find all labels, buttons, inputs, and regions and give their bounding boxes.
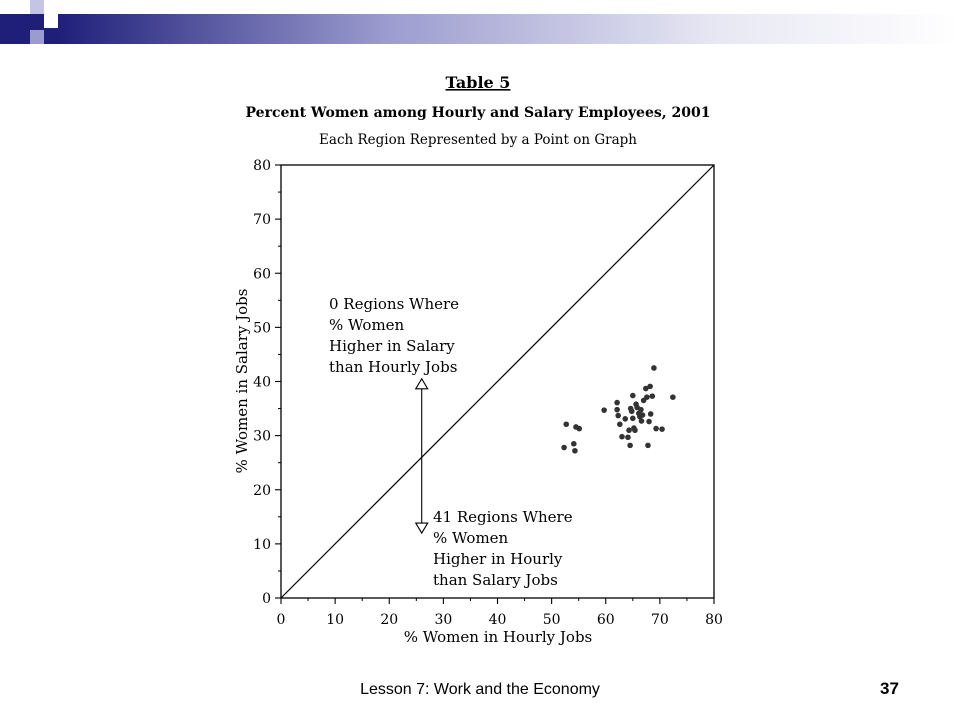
y-axis-label: % Women in Salary Jobs — [233, 288, 251, 474]
annotation-line: Higher in Salary — [329, 337, 455, 355]
annotation-line: than Hourly Jobs — [329, 358, 458, 376]
data-point — [647, 384, 653, 390]
y-tick-label: 80 — [253, 158, 271, 174]
y-tick-label: 10 — [253, 536, 271, 553]
x-tick-label: 0 — [276, 612, 286, 628]
data-point — [617, 421, 623, 427]
x-tick-label: 50 — [542, 612, 561, 628]
x-tick-label: 80 — [705, 612, 723, 628]
data-point — [649, 393, 655, 399]
y-tick-label: 70 — [253, 212, 271, 229]
slide-footer: Lesson 7: Work and the Economy — [360, 681, 600, 698]
data-point — [653, 426, 659, 432]
x-axis-label: % Women in Hourly Jobs — [403, 628, 593, 646]
data-point — [632, 427, 638, 433]
annotation-hourly-higher — [433, 508, 573, 589]
data-point — [630, 393, 636, 399]
y-tick-label: 40 — [253, 374, 271, 391]
x-tick-label: 70 — [650, 612, 669, 628]
data-point — [563, 421, 569, 427]
y-tick-label: 0 — [262, 591, 271, 607]
y-tick-label: 30 — [253, 428, 271, 445]
scatter-points — [561, 365, 675, 453]
chart-title: Percent Women among Hourly and Salary Employees, 2001 — [245, 105, 711, 121]
data-point — [572, 448, 578, 454]
data-point — [627, 443, 633, 449]
data-point — [622, 416, 628, 422]
data-point — [614, 400, 620, 406]
annotation-line: % Women — [329, 316, 405, 334]
annotation-salary-higher — [329, 295, 459, 376]
y-tick-label: 60 — [253, 266, 271, 283]
x-tick-label: 30 — [434, 612, 453, 628]
y-tick-label: 50 — [253, 320, 271, 337]
y-tick-label: 20 — [253, 482, 271, 499]
x-tick-label: 20 — [380, 612, 399, 628]
data-point — [571, 441, 577, 447]
data-point — [619, 434, 625, 440]
data-point — [638, 407, 644, 413]
data-point — [614, 407, 620, 413]
table-label: Table 5 — [445, 73, 511, 92]
x-tick-label: 10 — [326, 612, 345, 628]
data-point — [561, 445, 567, 451]
data-point — [639, 418, 645, 424]
data-point — [646, 419, 652, 425]
data-point — [630, 416, 636, 422]
data-point — [625, 434, 631, 440]
data-point — [615, 413, 621, 419]
x-tick-label: 60 — [596, 612, 615, 628]
annotation-line: % Women — [433, 529, 509, 547]
annotation-line: Higher in Hourly — [433, 550, 563, 568]
data-point — [601, 407, 607, 413]
data-point — [576, 426, 582, 432]
page-number: 37 — [880, 679, 899, 698]
data-point — [645, 443, 651, 449]
data-point — [651, 365, 657, 371]
y-axis-ticks — [253, 158, 281, 607]
double-arrow — [416, 379, 428, 533]
annotation-line: 41 Regions Where — [433, 508, 573, 526]
x-axis-ticks — [277, 598, 723, 628]
data-point — [648, 411, 654, 417]
data-point — [644, 394, 650, 400]
annotation-line: 0 Regions Where — [329, 295, 460, 313]
x-tick-label: 40 — [488, 612, 507, 628]
data-point — [659, 426, 665, 432]
data-point — [626, 427, 632, 433]
data-point — [670, 394, 676, 400]
data-point — [628, 406, 634, 412]
data-point — [640, 412, 646, 418]
chart-subtitle: Each Region Represented by a Point on Graph — [319, 132, 637, 148]
annotation-line: than Salary Jobs — [433, 571, 558, 589]
